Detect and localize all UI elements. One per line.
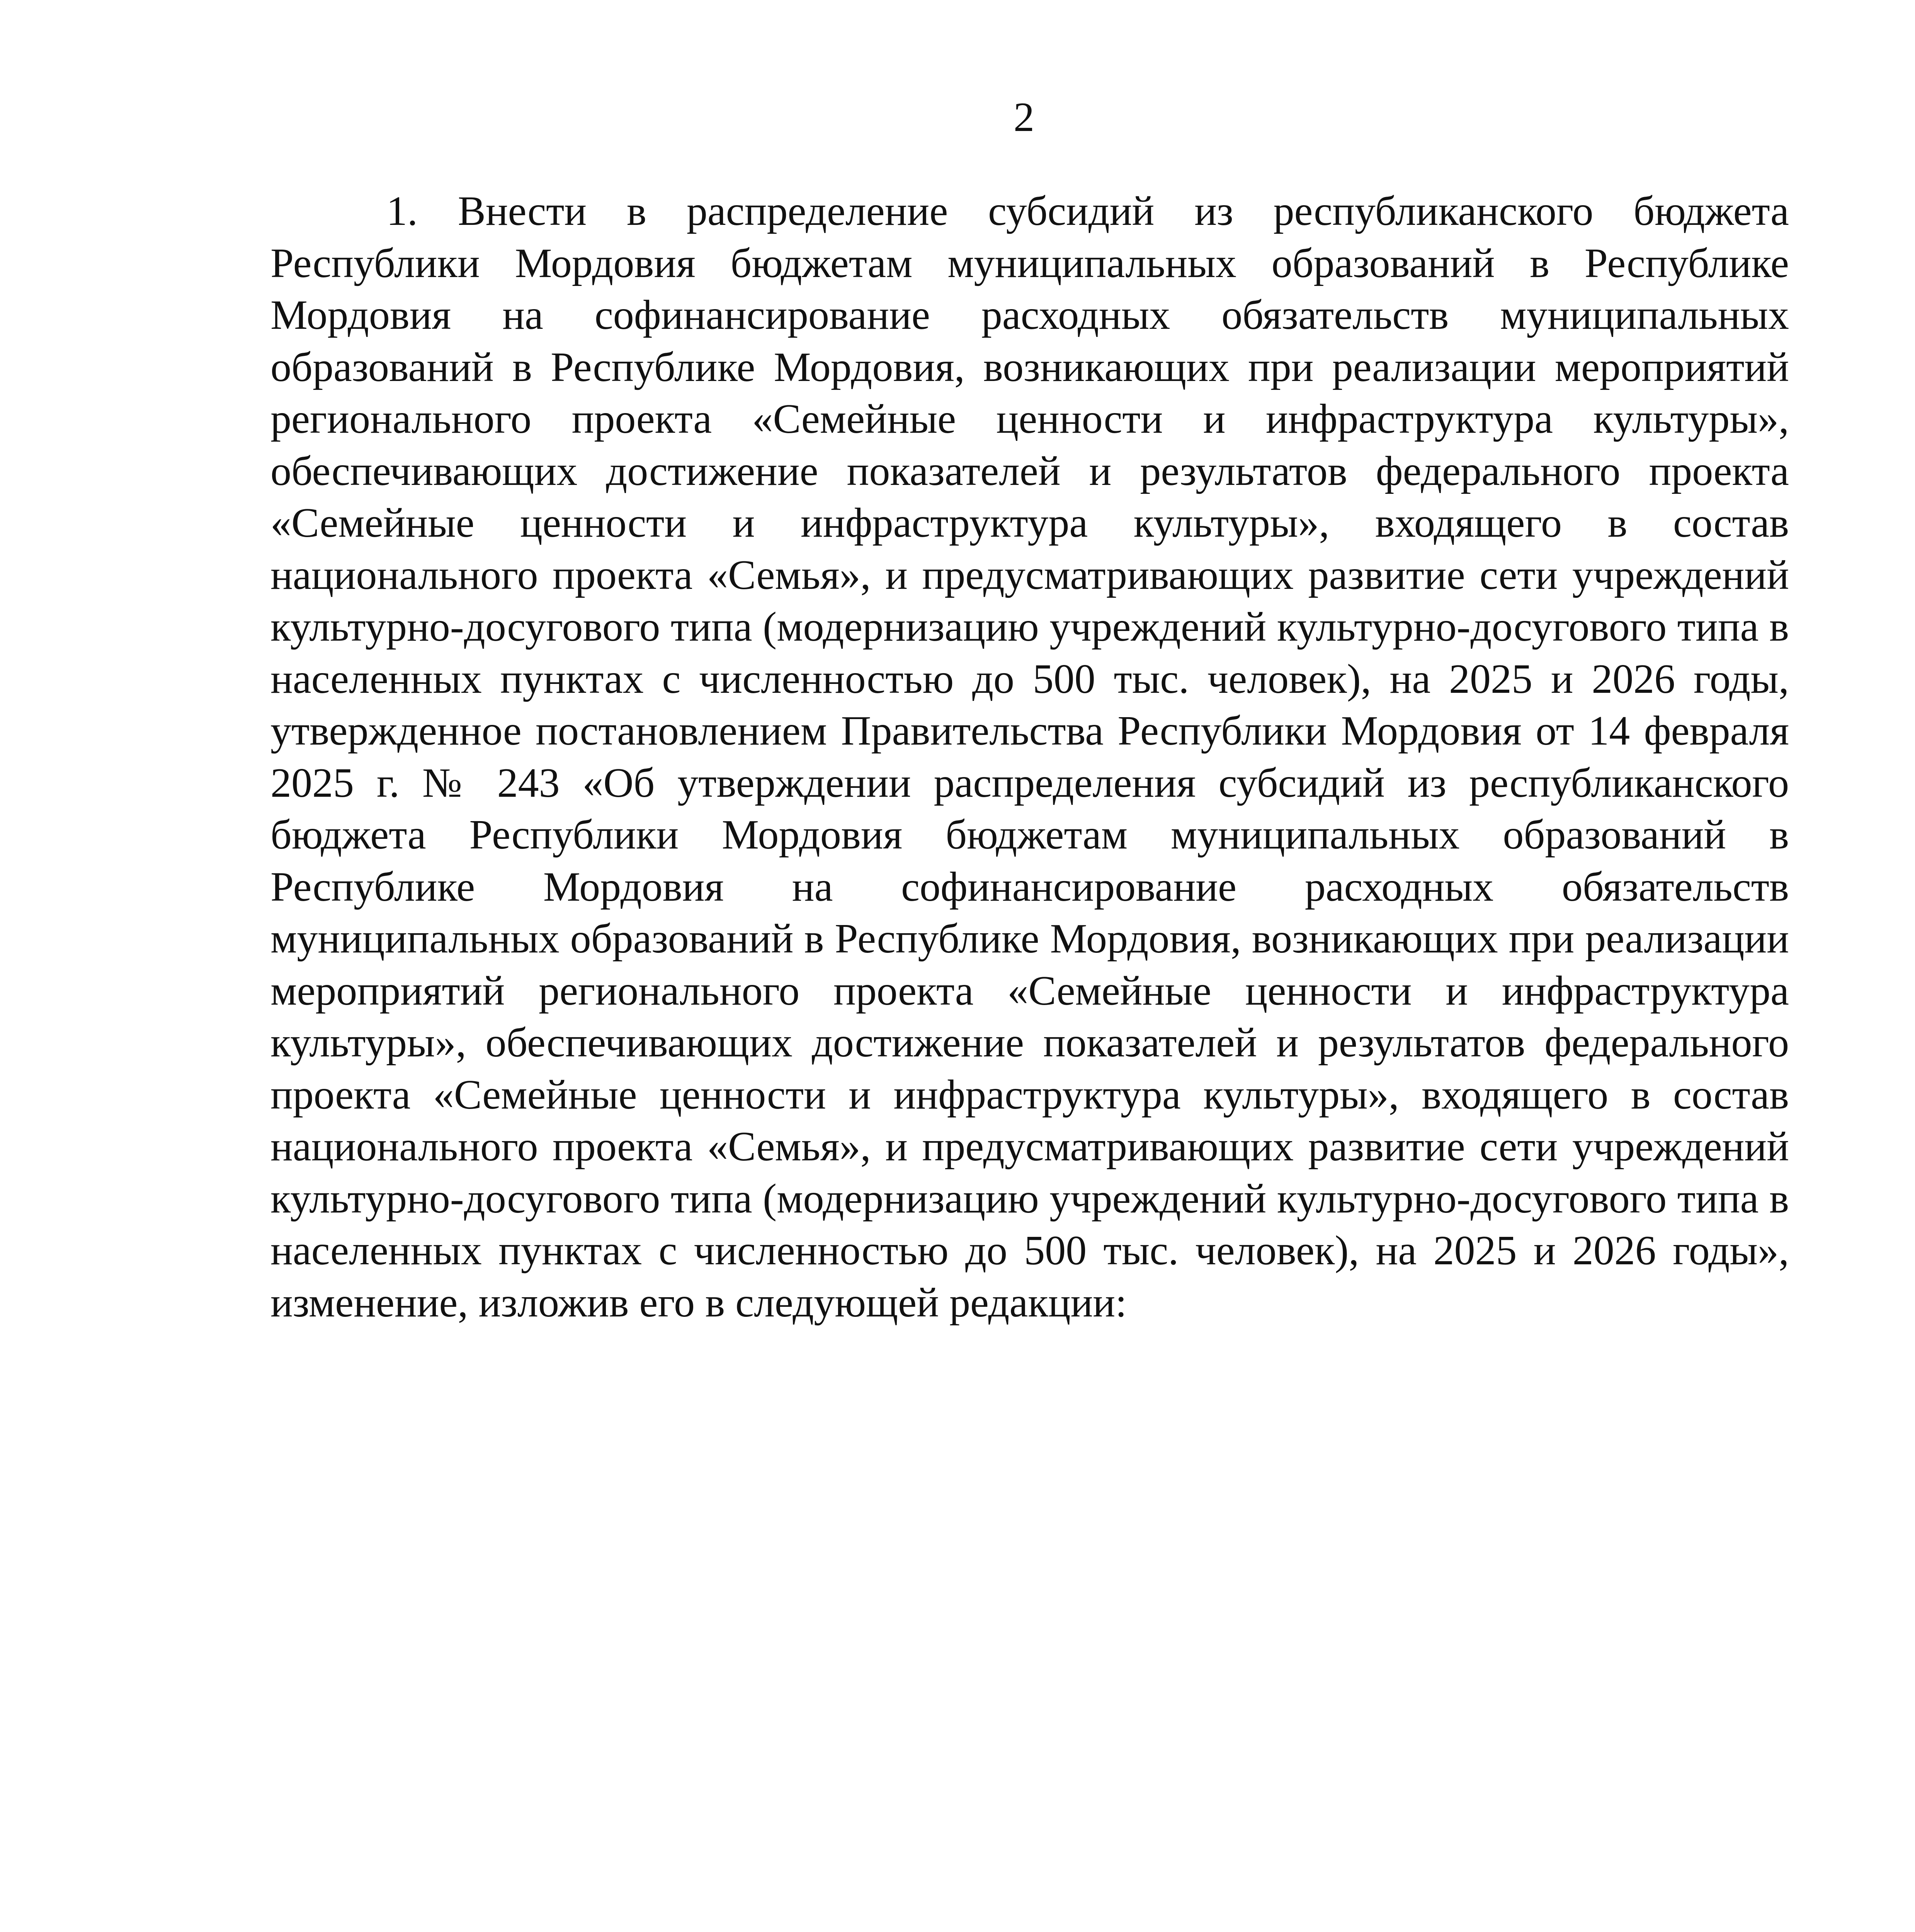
body-paragraph: 1. Внести в распределение субсидий из республиканского бюджета Республики Мордовия бюджетам муниципальных образований в Республике Мордовия на софинансирование расходных обязательств муниципальных образований в Республике Мордовия, возникающих при реализации мероприятий регионального проекта «Семейные ценности и инфраструктура культуры», обеспечивающих достижение показателей и результатов федерального проекта «Семейные ценности и инфраструктура культуры», входящего в состав национального проекта «Семья», и предусматривающих развитие сети учреждений культурно-досугового типа (модернизацию учреждений культурно-досугового типа в населенных пунктах с численностью до 500 тыс. человек), на 2025 и 2026 годы, утвержденное постановлением Правительства Республики Мордовия от 14 февраля 2025 г. № 243 «Об утверждении распределения субсидий из республиканского бюджета Республики Мордовия бюджетам муниципальных образований в Республике Мордовия на софинансирование расходных обязательств муниципальных образований в Республике Мордовия, возникающих при реализации мероприятий регионального проекта «Семейные ценности и инфраструктура культуры», обеспечивающих достижение показателей и результатов федерального проекта «Семейные ценности и инфраструктура культуры», входящего в состав национального проекта «Семья», и предусматривающих развитие сети учреждений культурно-досугового типа (модернизацию учреждений культурно-досугового типа в населенных пунктах с численностью до 500 тыс. человек), на 2025 и 2026 годы», изменение, изложив его в следующей редакции: [270, 188, 1789, 1326]
page-number: 2 [1014, 94, 1034, 140]
